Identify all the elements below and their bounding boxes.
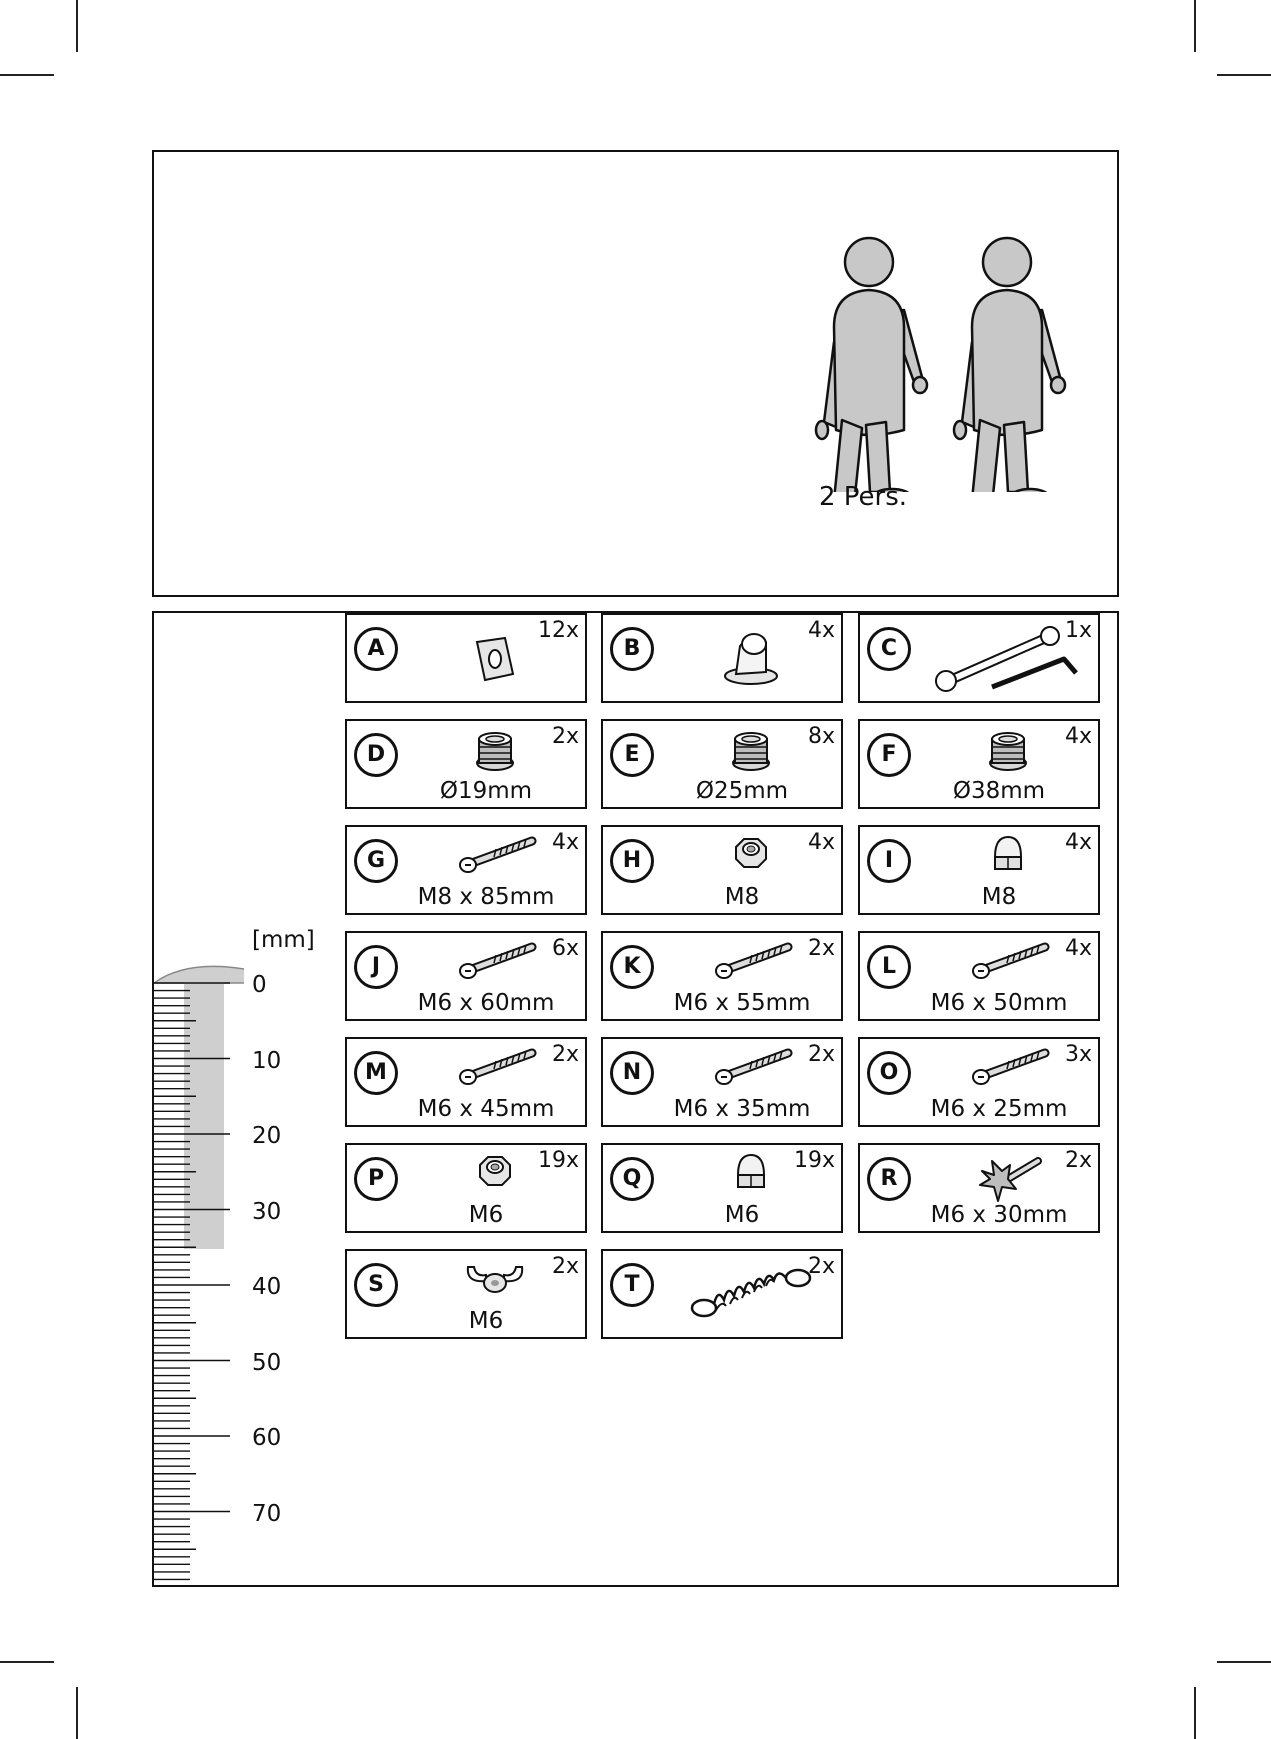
- parts-list-panel: [152, 611, 1119, 1587]
- ruler-tick-label: 20: [252, 1123, 282, 1149]
- bolt-icon: [450, 1043, 540, 1093]
- tube-insert-icon: [721, 725, 781, 775]
- part-spec: M6 x 50mm: [930, 990, 1068, 1016]
- part-quantity: 4x: [807, 618, 835, 643]
- part-spec: M6 x 30mm: [930, 1202, 1068, 1228]
- part-quantity: 4x: [1064, 724, 1092, 749]
- part-spec: M6 x 35mm: [673, 1096, 811, 1122]
- part-letter: O: [867, 1051, 911, 1095]
- part-spec: Ø25mm: [695, 778, 789, 804]
- persons-count-label: 2 Pers.: [818, 482, 908, 512]
- bolt-icon: [963, 937, 1053, 987]
- part-letter: A: [354, 627, 398, 671]
- crop-mark: [1217, 1661, 1271, 1663]
- bolt-icon: [450, 831, 540, 881]
- crop-mark: [0, 74, 54, 76]
- part-quantity: 8x: [807, 724, 835, 749]
- part-spec: M6 x 55mm: [673, 990, 811, 1016]
- part-letter: L: [867, 945, 911, 989]
- part-spec: Ø38mm: [952, 778, 1046, 804]
- bolt-icon: [706, 937, 796, 987]
- part-quantity: 4x: [1064, 830, 1092, 855]
- part-letter: R: [867, 1157, 911, 1201]
- part-card-a: [345, 613, 587, 703]
- part-quantity: 12x: [537, 618, 579, 643]
- ruler-unit-label: [mm]: [252, 927, 315, 953]
- part-letter: D: [354, 733, 398, 777]
- spanner-and-allen-key-icon: [928, 623, 1088, 693]
- spring-icon: [686, 1264, 816, 1324]
- hex-nut-icon: [726, 831, 776, 875]
- part-card-r: [858, 1143, 1100, 1233]
- star-knob-bolt-icon: [968, 1149, 1048, 1209]
- crop-mark: [0, 1661, 54, 1663]
- part-spec: Ø19mm: [439, 778, 533, 804]
- part-card-m: [345, 1037, 587, 1127]
- ruler-tick-label: 50: [252, 1349, 282, 1376]
- part-card-j: [345, 931, 587, 1021]
- ruler-tick-label: 60: [252, 1425, 282, 1451]
- plate-washer-icon: [465, 628, 525, 688]
- part-quantity: 4x: [551, 830, 579, 855]
- part-letter: N: [610, 1051, 654, 1095]
- part-letter: P: [354, 1157, 398, 1201]
- crop-mark: [76, 1687, 78, 1739]
- measurement-ruler: [154, 613, 244, 1589]
- part-quantity: 4x: [807, 830, 835, 855]
- part-quantity: 2x: [1064, 1148, 1092, 1173]
- part-letter: T: [610, 1263, 654, 1307]
- part-card-p: [345, 1143, 587, 1233]
- cap-nut-icon: [983, 831, 1033, 881]
- part-letter: M: [354, 1051, 398, 1095]
- part-quantity: 2x: [807, 1254, 835, 1279]
- part-card-k: [601, 931, 843, 1021]
- cap-nut-icon: [726, 1149, 776, 1199]
- part-card-l: [858, 931, 1100, 1021]
- part-card-h: [601, 825, 843, 915]
- part-letter: C: [867, 627, 911, 671]
- part-card-g: [345, 825, 587, 915]
- crop-mark: [1194, 1687, 1196, 1739]
- bolt-icon: [706, 1043, 796, 1093]
- bolt-icon: [963, 1043, 1053, 1093]
- part-quantity: 2x: [551, 1254, 579, 1279]
- part-letter: B: [610, 627, 654, 671]
- part-letter: Q: [610, 1157, 654, 1201]
- part-card-e: [601, 719, 843, 809]
- two-persons-icon: [794, 212, 1114, 492]
- part-card-o: [858, 1037, 1100, 1127]
- wing-nut-icon: [460, 1255, 530, 1305]
- part-letter: G: [354, 839, 398, 883]
- ruler-tick-label: 30: [252, 1198, 282, 1225]
- part-quantity: 2x: [807, 936, 835, 961]
- part-spec: M6 x 25mm: [930, 1096, 1068, 1122]
- tube-insert-icon: [978, 725, 1038, 775]
- end-cap-icon: [716, 628, 786, 688]
- part-letter: I: [867, 839, 911, 883]
- part-quantity: 6x: [551, 936, 579, 961]
- part-spec: M8: [724, 884, 760, 910]
- part-quantity: 2x: [551, 724, 579, 749]
- ruler-tick-label: 40: [252, 1274, 282, 1300]
- part-spec: M6: [468, 1202, 504, 1228]
- part-card-s: [345, 1249, 587, 1339]
- part-spec: M8: [981, 884, 1017, 910]
- ruler-tick-label: 0: [252, 972, 267, 998]
- ruler-tick-label: 10: [252, 1047, 282, 1074]
- part-spec: M6 x 45mm: [417, 1096, 555, 1122]
- bolt-icon: [450, 937, 540, 987]
- assembly-persons-panel: [152, 150, 1119, 597]
- part-card-i: [858, 825, 1100, 915]
- part-card-c: [858, 613, 1100, 703]
- part-quantity: 4x: [1064, 936, 1092, 961]
- part-quantity: 19x: [537, 1148, 579, 1173]
- part-letter: S: [354, 1263, 398, 1307]
- part-card-t: [601, 1249, 843, 1339]
- part-letter: K: [610, 945, 654, 989]
- part-spec: M6 x 60mm: [417, 990, 555, 1016]
- part-card-q: [601, 1143, 843, 1233]
- crop-mark: [1194, 0, 1196, 52]
- crop-mark: [76, 0, 78, 52]
- part-spec: M6: [724, 1202, 760, 1228]
- ruler-tick-label: 70: [252, 1500, 282, 1527]
- part-quantity: 3x: [1064, 1042, 1092, 1067]
- crop-mark: [1217, 74, 1271, 76]
- part-quantity: 2x: [551, 1042, 579, 1067]
- part-letter: H: [610, 839, 654, 883]
- hex-nut-icon: [470, 1149, 520, 1193]
- part-spec: M6: [468, 1308, 504, 1334]
- part-letter: F: [867, 733, 911, 777]
- part-spec: M8 x 85mm: [417, 884, 555, 910]
- part-quantity: 19x: [793, 1148, 835, 1173]
- tube-insert-icon: [465, 725, 525, 775]
- part-card-d: [345, 719, 587, 809]
- part-letter: J: [354, 945, 398, 989]
- part-letter: E: [610, 733, 654, 777]
- part-quantity: 1x: [1064, 618, 1092, 643]
- part-card-b: [601, 613, 843, 703]
- part-card-n: [601, 1037, 843, 1127]
- part-card-f: [858, 719, 1100, 809]
- part-quantity: 2x: [807, 1042, 835, 1067]
